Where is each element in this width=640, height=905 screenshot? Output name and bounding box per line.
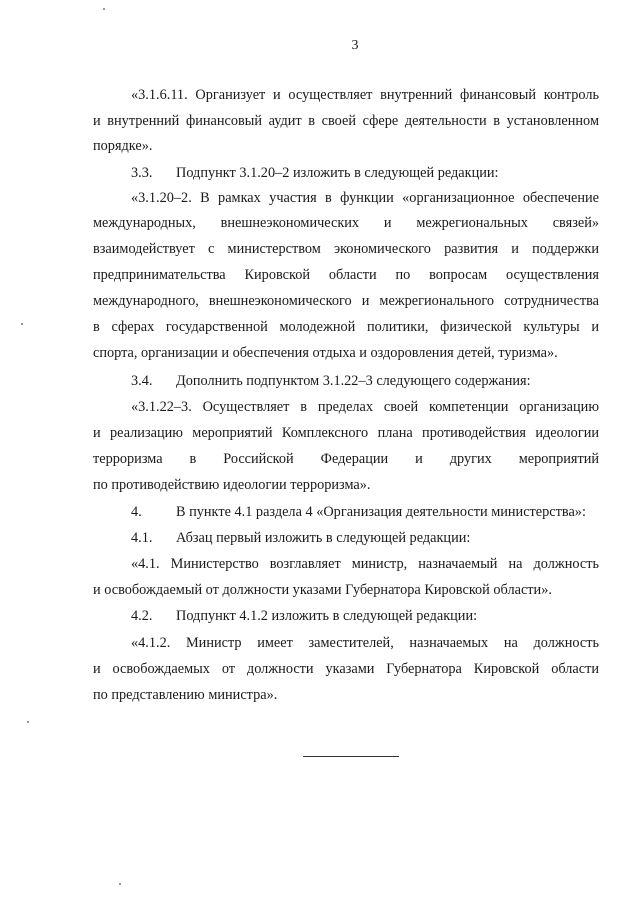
paragraph-3-1-20-2-line-4: предпринимательства Кировской области по вопросам осуществления [93, 267, 599, 283]
scan-speck [21, 323, 23, 325]
paragraph-3-1-22-3-line-4: по противодействию идеологии терроризма». [93, 477, 371, 493]
item-text-4-1: Абзац первый изложить в следующей редакции: [176, 530, 471, 546]
scan-speck [27, 721, 29, 723]
closing-rule [303, 756, 399, 757]
paragraph-3-1-22-3-line-3: терроризма в Российской Федерации и других мероприятий [93, 451, 599, 467]
item-number-3-3: 3.3. [131, 165, 153, 181]
paragraph-3-1-20-2-line-6: в сферах государственной молодежной политики, физической культуры и [93, 319, 599, 335]
paragraph-4-1-2-line-1: «4.1.2. Министр имеет заместителей, назначаемых на должность [131, 635, 599, 651]
scan-speck [103, 8, 105, 10]
scan-speck [119, 883, 121, 885]
paragraph-3-1-20-2-line-5: международного, внешнеэкономического и межрегионального сотрудничества [93, 293, 599, 309]
paragraph-4-1-line-1: «4.1. Министерство возглавляет министр, назначаемый на должность [131, 556, 599, 572]
item-text-3-3: Подпункт 3.1.20–2 изложить в следующей редакции: [176, 165, 499, 181]
paragraph-4-1-2-line-3: по представлению министра». [93, 687, 278, 703]
item-number-3-4: 3.4. [131, 373, 153, 389]
item-number-4-1: 4.1. [131, 530, 153, 546]
paragraph-3-1-6-11-line-3: порядке». [93, 138, 153, 154]
item-text-4-2: Подпункт 4.1.2 изложить в следующей редакции: [176, 608, 478, 624]
paragraph-3-1-6-11-line-1: «3.1.6.11. Организует и осуществляет внутренний финансовый контроль [131, 87, 599, 103]
paragraph-3-1-20-2-line-7: спорта, организации и обеспечения отдыха и оздоровления детей, туризма». [93, 345, 558, 361]
item-number-4-2: 4.2. [131, 608, 153, 624]
paragraph-3-1-20-2-line-1: «3.1.20–2. В рамках участия в функции «организационное обеспечение [131, 190, 599, 206]
paragraph-3-1-20-2-line-3: взаимодействует с министерством экономического развития и поддержки [93, 241, 599, 257]
paragraph-3-1-22-3-line-1: «3.1.22–3. Осуществляет в пределах своей компетенции организацию [131, 399, 599, 415]
item-text-4: В пункте 4.1 раздела 4 «Организация деятельности министерства»: [176, 504, 586, 520]
paragraph-3-1-20-2-line-2: международных, внешнеэкономических и межрегиональных связей» [93, 215, 599, 231]
paragraph-3-1-6-11-line-2: и внутренний финансовый аудит в своей сфере деятельности в установленном [93, 113, 599, 129]
paragraph-4-1-2-line-2: и освобождаемых от должности указами Губернатора Кировской области [93, 661, 599, 677]
item-text-3-4: Дополнить подпунктом 3.1.22–3 следующего содержания: [176, 373, 531, 389]
paragraph-4-1-line-2: и освобождаемый от должности указами Губернатора Кировской области». [93, 582, 552, 598]
item-number-4: 4. [131, 504, 142, 520]
paragraph-3-1-22-3-line-2: и реализацию мероприятий Комплексного плана противодействия идеологии [93, 425, 599, 441]
page-number: 3 [351, 38, 359, 53]
